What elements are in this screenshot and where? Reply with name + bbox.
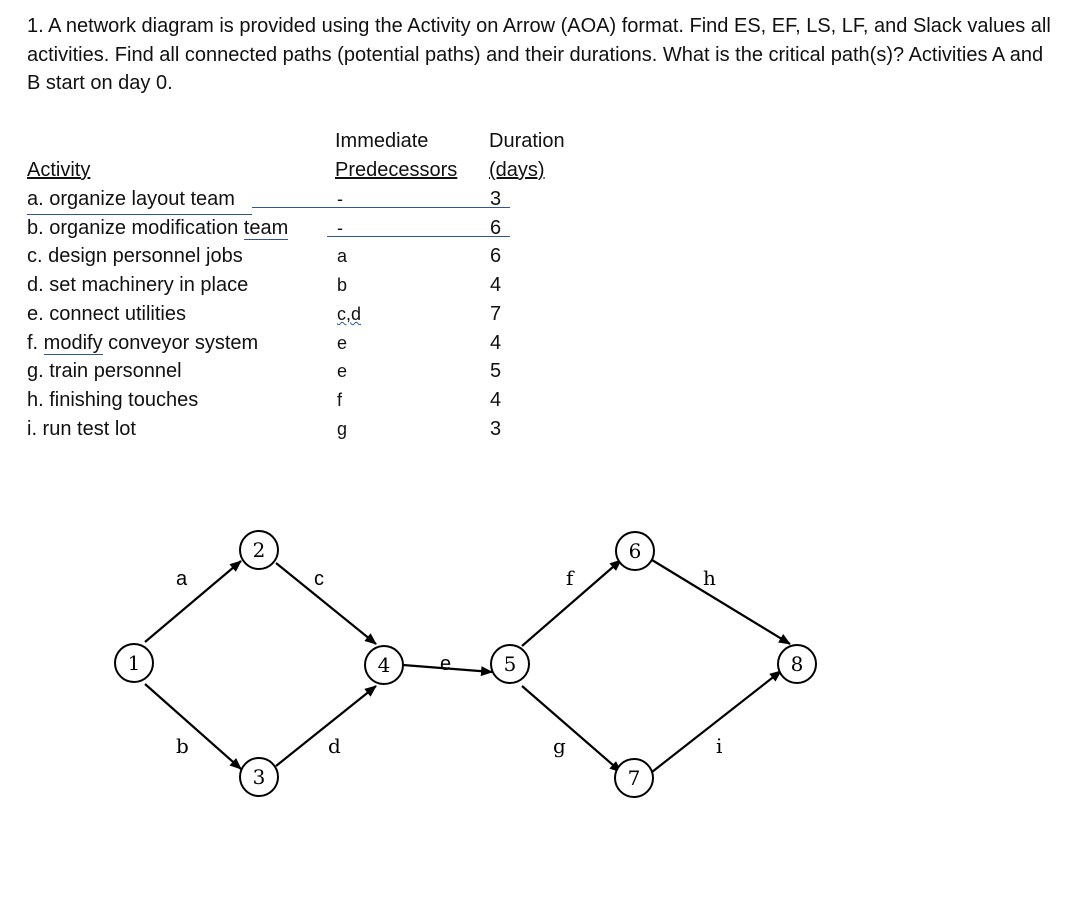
arrow-a <box>145 561 241 642</box>
predecessor-cell: g <box>337 419 348 439</box>
node-label-5: 5 <box>503 652 517 676</box>
node-label-8: 8 <box>790 652 804 676</box>
duration-cell: 6 <box>490 245 502 267</box>
activity-cell: h. finishing touches <box>27 389 199 411</box>
arc-label-g: g <box>553 734 566 758</box>
arrow-b <box>145 684 241 769</box>
activity-cell: d. set machinery in place <box>27 274 249 296</box>
arc-label-h: h <box>703 566 716 590</box>
arrow-c <box>276 563 376 644</box>
duration-cell: 4 <box>490 332 502 354</box>
activity-cell: a. organize layout team <box>27 185 252 215</box>
header-predecessors-line2: Predecessors <box>335 159 458 181</box>
activity-cell: b. organize modification team <box>27 217 289 239</box>
arc-label-b: b <box>176 734 189 758</box>
header-predecessors-line1: Immediate <box>335 130 429 152</box>
arc-label-f: f <box>566 566 574 590</box>
duration-cell: 7 <box>490 303 502 325</box>
predecessor-cell: c,d <box>337 304 362 324</box>
predecessor-cell: f <box>337 390 343 410</box>
activity-cell: g. train personnel <box>27 360 182 382</box>
node-label-6: 6 <box>628 539 642 563</box>
duration-cell: 4 <box>490 274 502 296</box>
duration-cell: 3 <box>490 418 502 440</box>
header-duration-line2: (days) <box>489 159 545 181</box>
predecessor-cell: b <box>337 275 348 295</box>
node-label-1: 1 <box>127 651 141 675</box>
duration-cell: 5 <box>490 360 502 382</box>
duration-cell: 4 <box>490 389 502 411</box>
node-label-3: 3 <box>252 765 266 789</box>
predecessor-cell: - <box>337 189 343 209</box>
node-label-7: 7 <box>627 766 641 790</box>
header-duration-line1: Duration <box>489 130 565 152</box>
arrow-h <box>652 560 790 644</box>
arc-label-a: a <box>176 568 188 590</box>
predecessor-cell: e <box>337 333 348 353</box>
activity-cell: f. modify conveyor system <box>27 332 259 354</box>
duration-cell: 6 <box>490 217 502 239</box>
activity-cell: c. design personnel jobs <box>27 245 243 267</box>
arc-label-c: c <box>314 568 324 590</box>
node-label-4: 4 <box>377 653 391 677</box>
question-text: 1. A network diagram is provided using the Activity on Arrow (AOA) format. Find ES, EF, LS, LF, and Slack values all activities. Find all connected paths (potential paths) and their durations. What is the critical path(s)? Activities A and B start on day 0. <box>27 15 1051 94</box>
predecessor-cell: - <box>337 218 343 238</box>
node-label-2: 2 <box>252 538 266 562</box>
arc-label-d: d <box>328 734 341 758</box>
duration-cell: 3 <box>490 188 502 210</box>
predecessor-cell: a <box>337 246 348 266</box>
arc-label-e: e <box>440 653 452 675</box>
activity-cell: i. run test lot <box>27 418 136 440</box>
header-activity: Activity <box>27 159 91 181</box>
arrow-d <box>276 686 376 766</box>
predecessor-cell: e <box>337 361 348 381</box>
arc-label-i: i <box>716 734 723 758</box>
activity-cell: e. connect utilities <box>27 303 186 325</box>
arrow-g <box>522 686 621 772</box>
